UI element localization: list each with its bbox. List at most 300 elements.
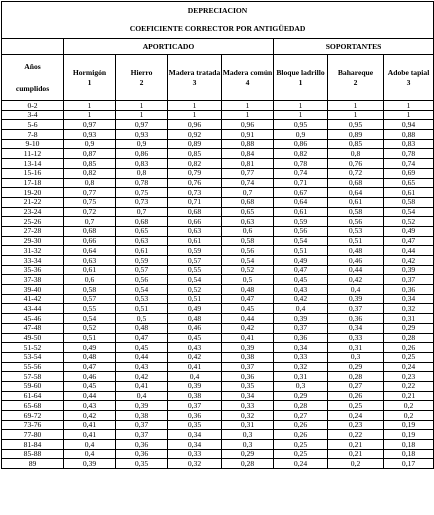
value-cell: 0,64: [64, 246, 116, 256]
value-cell: 0,7: [222, 188, 274, 198]
value-cell: 0,37: [116, 420, 168, 430]
value-cell: 0,61: [328, 197, 384, 207]
value-cell: 0,35: [222, 381, 274, 391]
value-cell: 0,36: [384, 285, 434, 295]
table-row: [2, 120, 434, 130]
value-cell: 0,45: [274, 275, 328, 285]
value-cell: 0,58: [384, 197, 434, 207]
years-cell: 31-32: [2, 246, 64, 256]
value-cell: 0,54: [116, 285, 168, 295]
value-cell: 0,54: [222, 256, 274, 266]
value-cell: 0,47: [64, 362, 116, 372]
years-cell: 85-88: [2, 449, 64, 459]
value-cell: 0,37: [168, 401, 222, 411]
value-cell: 0,53: [328, 226, 384, 236]
value-cell: 0,89: [328, 130, 384, 140]
value-cell: 0,28: [274, 401, 328, 411]
title-cell: [2, 2, 434, 39]
value-cell: 0,48: [116, 323, 168, 333]
value-cell: 0,21: [384, 391, 434, 401]
value-cell: 0,42: [222, 323, 274, 333]
column-header-number: 4: [245, 77, 250, 87]
value-cell: 0,75: [116, 188, 168, 198]
value-cell: 0,49: [64, 343, 116, 353]
table-row: [2, 304, 434, 314]
value-cell: 0,25: [328, 401, 384, 411]
value-cell: 0,4: [116, 391, 168, 401]
value-cell: 0,6: [222, 226, 274, 236]
value-cell: 0,55: [64, 304, 116, 314]
value-cell: 0,95: [274, 120, 328, 130]
years-cell: 49-50: [2, 333, 64, 343]
value-cell: 0,29: [328, 362, 384, 372]
value-cell: 0,38: [168, 391, 222, 401]
value-cell: 0,2: [384, 401, 434, 411]
value-cell: 0,63: [168, 226, 222, 236]
value-cell: 0,45: [116, 343, 168, 353]
value-cell: 0,39: [328, 294, 384, 304]
value-cell: 0,41: [116, 381, 168, 391]
value-cell: 0,47: [384, 236, 434, 246]
table-row: [2, 440, 434, 450]
value-cell: 0,26: [274, 430, 328, 440]
table-row: [2, 101, 434, 111]
value-cell: 0,26: [384, 343, 434, 353]
years-cell: 55-56: [2, 362, 64, 372]
value-cell: 1: [116, 101, 168, 111]
value-cell: 0,57: [64, 294, 116, 304]
value-cell: 0,86: [116, 149, 168, 159]
value-cell: 0,64: [328, 188, 384, 198]
value-cell: 0,47: [222, 294, 274, 304]
value-cell: 0,21: [328, 449, 384, 459]
value-cell: 0,97: [64, 120, 116, 130]
column-header-number: 2: [353, 77, 358, 87]
value-cell: 1: [274, 110, 328, 120]
column-header-label: Hormigón: [72, 67, 107, 77]
value-cell: 0,73: [168, 188, 222, 198]
value-cell: 0,36: [222, 372, 274, 382]
table-row: [2, 168, 434, 178]
value-cell: 0,25: [274, 449, 328, 459]
value-cell: 0,41: [222, 333, 274, 343]
table-row: [2, 110, 434, 120]
value-cell: 0,31: [384, 314, 434, 324]
table-row: [2, 381, 434, 391]
value-cell: 0,41: [64, 420, 116, 430]
value-cell: 0,4: [64, 440, 116, 450]
years-cell: 77-80: [2, 430, 64, 440]
value-cell: 0,42: [384, 256, 434, 266]
depreciation-table: [1, 1, 434, 469]
years-header-line1: Años: [24, 61, 41, 71]
value-cell: 0,73: [116, 197, 168, 207]
years-cell: 47-48: [2, 323, 64, 333]
value-cell: 0,85: [328, 139, 384, 149]
value-cell: 0,41: [168, 362, 222, 372]
value-cell: 0,32: [274, 362, 328, 372]
value-cell: 0,36: [274, 333, 328, 343]
table-row: [2, 275, 434, 285]
value-cell: 0,61: [274, 207, 328, 217]
years-cell: 25-26: [2, 217, 64, 227]
value-cell: 0,72: [328, 168, 384, 178]
value-cell: 0,32: [222, 411, 274, 421]
column-header-number: 3: [406, 77, 411, 87]
value-cell: 0,81: [222, 159, 274, 169]
years-cell: 29-30: [2, 236, 64, 246]
value-cell: 0,58: [328, 207, 384, 217]
table-row: [2, 391, 434, 401]
years-cell: 33-34: [2, 256, 64, 266]
value-cell: 0,54: [64, 314, 116, 324]
value-cell: 0,56: [222, 246, 274, 256]
value-cell: 0,4: [274, 304, 328, 314]
value-cell: 0,44: [384, 246, 434, 256]
value-cell: 0,25: [384, 352, 434, 362]
years-cell: 7-8: [2, 130, 64, 140]
value-cell: 0,74: [274, 168, 328, 178]
value-cell: 0,87: [64, 149, 116, 159]
value-cell: 0,78: [116, 178, 168, 188]
table-row: [2, 226, 434, 236]
value-cell: 0,34: [168, 430, 222, 440]
value-cell: 0,84: [222, 149, 274, 159]
value-cell: 0,77: [222, 168, 274, 178]
value-cell: 0,44: [328, 265, 384, 275]
value-cell: 0,18: [384, 440, 434, 450]
value-cell: 0,96: [168, 120, 222, 130]
value-cell: 0,19: [384, 420, 434, 430]
column-header-number: 1: [87, 77, 92, 87]
value-cell: 0,4: [168, 372, 222, 382]
value-cell: 0,44: [64, 391, 116, 401]
value-cell: 0,68: [168, 207, 222, 217]
value-cell: 0,7: [116, 207, 168, 217]
table-row: [2, 411, 434, 421]
value-cell: 1: [64, 110, 116, 120]
value-cell: 0,49: [384, 226, 434, 236]
value-cell: 0,56: [274, 226, 328, 236]
group-aporticado: APORTICADO: [64, 39, 274, 55]
value-cell: 0,63: [222, 217, 274, 227]
table-row: [2, 401, 434, 411]
value-cell: 0,49: [168, 304, 222, 314]
value-cell: 0,68: [64, 226, 116, 236]
value-cell: 0,8: [328, 149, 384, 159]
value-cell: 0,31: [274, 372, 328, 382]
value-cell: 0,39: [116, 401, 168, 411]
value-cell: 0,43: [64, 401, 116, 411]
table-row: [2, 130, 434, 140]
value-cell: 0,44: [116, 352, 168, 362]
column-header-5: [274, 55, 328, 101]
table-row: [2, 352, 434, 362]
value-cell: 0,37: [328, 304, 384, 314]
value-cell: 0,69: [384, 168, 434, 178]
years-cell: 37-38: [2, 275, 64, 285]
column-header-number: 2: [139, 77, 144, 87]
value-cell: 1: [168, 101, 222, 111]
value-cell: 0,45: [64, 381, 116, 391]
value-cell: 0,24: [384, 362, 434, 372]
value-cell: 0,59: [116, 256, 168, 266]
value-cell: 0,71: [274, 178, 328, 188]
value-cell: 0,43: [116, 362, 168, 372]
years-cell: 45-46: [2, 314, 64, 324]
value-cell: 1: [274, 101, 328, 111]
column-header-label: Bahareque: [337, 67, 374, 77]
value-cell: 0,33: [168, 449, 222, 459]
years-cell: 81-84: [2, 440, 64, 450]
value-cell: 0,74: [222, 178, 274, 188]
table-row: [2, 362, 434, 372]
years-cell: 53-54: [2, 352, 64, 362]
years-cell: 9-10: [2, 139, 64, 149]
value-cell: 0,8: [116, 168, 168, 178]
value-cell: 1: [222, 110, 274, 120]
value-cell: 0,58: [64, 285, 116, 295]
value-cell: 0,52: [64, 323, 116, 333]
value-cell: 0,33: [222, 401, 274, 411]
value-cell: 0,94: [384, 120, 434, 130]
value-cell: 0,26: [274, 420, 328, 430]
table-row: [2, 197, 434, 207]
value-cell: 0,55: [168, 265, 222, 275]
value-cell: 0,74: [384, 159, 434, 169]
value-cell: 0,85: [168, 149, 222, 159]
value-cell: 0,68: [328, 178, 384, 188]
value-cell: 0,95: [328, 120, 384, 130]
value-cell: 0,3: [328, 352, 384, 362]
value-cell: 0,41: [64, 430, 116, 440]
value-cell: 0,39: [384, 265, 434, 275]
value-cell: 0,46: [328, 256, 384, 266]
value-cell: 0,45: [168, 333, 222, 343]
value-cell: 0,42: [274, 294, 328, 304]
value-cell: 0,52: [384, 217, 434, 227]
years-cell: 13-14: [2, 159, 64, 169]
value-cell: 0,24: [274, 459, 328, 469]
table-row: [2, 256, 434, 266]
value-cell: 0,37: [222, 362, 274, 372]
value-cell: 0,53: [116, 294, 168, 304]
value-cell: 0,58: [222, 236, 274, 246]
value-cell: 0,68: [116, 217, 168, 227]
column-header-row: [2, 55, 434, 101]
value-cell: 0,48: [222, 285, 274, 295]
value-cell: 0,29: [274, 391, 328, 401]
years-cell: 51-52: [2, 343, 64, 353]
value-cell: 0,9: [64, 139, 116, 149]
years-cell: 21-22: [2, 197, 64, 207]
table-row: [2, 207, 434, 217]
value-cell: 0,46: [168, 323, 222, 333]
column-header-6: [328, 55, 384, 101]
years-cell: 0-2: [2, 101, 64, 111]
value-cell: 0,52: [222, 265, 274, 275]
value-cell: 0,22: [384, 381, 434, 391]
value-cell: 0,29: [384, 323, 434, 333]
value-cell: 0,47: [274, 265, 328, 275]
value-cell: 0,27: [328, 381, 384, 391]
value-cell: 0,63: [64, 256, 116, 266]
value-cell: 0,46: [64, 372, 116, 382]
value-cell: 1: [328, 110, 384, 120]
value-cell: 0,91: [222, 130, 274, 140]
value-cell: 0,5: [222, 275, 274, 285]
table-row: [2, 265, 434, 275]
value-cell: 0,42: [116, 372, 168, 382]
value-cell: 0,78: [384, 149, 434, 159]
table-row: [2, 149, 434, 159]
table-subtitle: COEFICIENTE CORRECTOR POR ANTIGÜEDAD: [129, 24, 306, 33]
value-cell: 0,71: [168, 197, 222, 207]
table-row: [2, 236, 434, 246]
group-header-row: [2, 39, 434, 55]
value-cell: 0,34: [384, 294, 434, 304]
value-cell: 0,2: [328, 459, 384, 469]
column-header-4: [222, 55, 274, 101]
value-cell: 0,47: [116, 333, 168, 343]
table-row: [2, 246, 434, 256]
value-cell: 0,76: [328, 159, 384, 169]
value-cell: 0,39: [64, 459, 116, 469]
column-header-number: 1: [298, 77, 303, 87]
value-cell: 0,23: [328, 420, 384, 430]
value-cell: 0,36: [328, 314, 384, 324]
value-cell: 0,39: [222, 343, 274, 353]
value-cell: 0,82: [168, 159, 222, 169]
years-cell: 73-76: [2, 420, 64, 430]
value-cell: 0,51: [168, 294, 222, 304]
value-cell: 0,65: [222, 207, 274, 217]
value-cell: 0,44: [222, 314, 274, 324]
value-cell: 0,56: [116, 275, 168, 285]
value-cell: 1: [168, 110, 222, 120]
value-cell: 0,66: [64, 236, 116, 246]
years-cell: 5-6: [2, 120, 64, 130]
value-cell: 1: [116, 110, 168, 120]
value-cell: 0,59: [168, 246, 222, 256]
years-cell: 15-16: [2, 168, 64, 178]
table-row: [2, 323, 434, 333]
value-cell: 0,61: [384, 188, 434, 198]
value-cell: 0,6: [64, 275, 116, 285]
value-cell: 0,32: [168, 459, 222, 469]
value-cell: 0,54: [384, 207, 434, 217]
years-cell: 3-4: [2, 110, 64, 120]
value-cell: 0,85: [64, 159, 116, 169]
value-cell: 0,48: [328, 246, 384, 256]
value-cell: 0,27: [274, 411, 328, 421]
years-cell: 27-28: [2, 226, 64, 236]
table-row: [2, 285, 434, 295]
value-cell: 0,36: [116, 449, 168, 459]
value-cell: 0,65: [384, 178, 434, 188]
value-cell: 0,51: [116, 304, 168, 314]
value-cell: 0,83: [384, 139, 434, 149]
value-cell: 0,31: [328, 343, 384, 353]
value-cell: 1: [384, 101, 434, 111]
years-cell: 89: [2, 459, 64, 469]
value-cell: 0,93: [64, 130, 116, 140]
table-row: [2, 449, 434, 459]
value-cell: 0,38: [116, 411, 168, 421]
column-header-label: Adobe tapial: [387, 67, 430, 77]
value-cell: 1: [222, 101, 274, 111]
value-cell: 0,37: [116, 430, 168, 440]
column-header-7: [384, 55, 434, 101]
table-title: DEPRECIACION: [187, 6, 248, 16]
value-cell: 0,9: [116, 139, 168, 149]
value-cell: 0,5: [116, 314, 168, 324]
value-cell: 0,3: [274, 381, 328, 391]
value-cell: 1: [384, 110, 434, 120]
value-cell: 0,67: [274, 188, 328, 198]
value-cell: 0,72: [64, 207, 116, 217]
value-cell: 0,51: [328, 236, 384, 246]
years-cell: 43-44: [2, 304, 64, 314]
table-row: [2, 188, 434, 198]
years-cell: 59-60: [2, 381, 64, 391]
value-cell: 0,77: [64, 188, 116, 198]
value-cell: 0,19: [384, 430, 434, 440]
table-row: [2, 430, 434, 440]
value-cell: 0,61: [116, 246, 168, 256]
value-cell: 0,66: [168, 217, 222, 227]
years-cell: 35-36: [2, 265, 64, 275]
value-cell: 0,76: [168, 178, 222, 188]
table-row: [2, 294, 434, 304]
table-row: [2, 217, 434, 227]
value-cell: 0,42: [168, 352, 222, 362]
value-cell: 0,17: [384, 459, 434, 469]
value-cell: 0,45: [222, 304, 274, 314]
table-row: [2, 314, 434, 324]
value-cell: 0,7: [64, 217, 116, 227]
table-row: [2, 372, 434, 382]
group-soportantes: SOPORTANTES: [274, 39, 434, 55]
value-cell: 0,33: [274, 352, 328, 362]
value-cell: 0,36: [116, 440, 168, 450]
value-cell: 0,68: [222, 197, 274, 207]
years-cell: 69-72: [2, 411, 64, 421]
value-cell: 0,75: [64, 197, 116, 207]
value-cell: 0,22: [328, 430, 384, 440]
value-cell: 0,28: [328, 372, 384, 382]
column-header-number: 3: [192, 77, 197, 87]
value-cell: 0,36: [168, 411, 222, 421]
years-cell: 41-42: [2, 294, 64, 304]
table-row: [2, 159, 434, 169]
value-cell: 0,64: [274, 197, 328, 207]
value-cell: 0,33: [328, 333, 384, 343]
value-cell: 0,31: [222, 420, 274, 430]
value-cell: 0,42: [64, 411, 116, 421]
value-cell: 0,57: [168, 256, 222, 266]
value-cell: 0,51: [64, 333, 116, 343]
column-header-2: [116, 55, 168, 101]
column-header-3: [168, 55, 222, 101]
value-cell: 0,65: [116, 226, 168, 236]
value-cell: 0,37: [274, 323, 328, 333]
table-row: [2, 459, 434, 469]
years-header-cell: [2, 55, 64, 101]
value-cell: 0,78: [274, 159, 328, 169]
value-cell: 0,52: [168, 285, 222, 295]
value-cell: 0,82: [274, 149, 328, 159]
